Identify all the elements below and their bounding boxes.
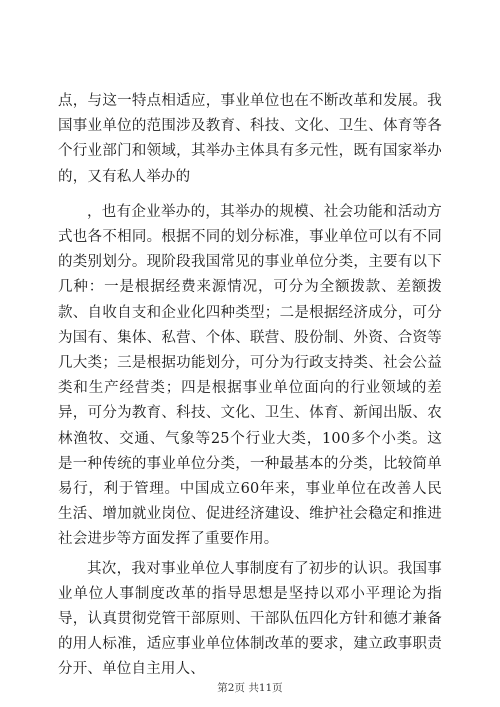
paragraph-3: 其次，我对事业单位人事制度有了初步的认识。我国事业单位人事制度改革的指导思想是坚持以邓小平理论为指导，认真贯彻党管干部原则、干部队伍四化方针和德才兼备的用人标准，适应事业单位体制改革的要求，建立政事职责分开、单位自主用人、	[58, 560, 442, 678]
page-footer: 第2页 共11页	[217, 682, 283, 694]
paragraph-2: ，也有企业举办的，其举办的规模、社会功能和活动方式也各不相同。根据不同的划分标准，事业单位可以有不同的类别划分。现阶段我国常见的事业单位分类，主要有以下几种：一是根据经费来源情况，可分为全额拨款、差额拨款、自收自支和企业化四种类型；二是根据经济成分，可分为国有、集体、私营、个体、联营、股份制、外资、合资等几大类；三是根据功能划分，可分为行政支持类、社会公益类和生产经营类；四是根据事业单位面向的行业领域的差异，可分为教育、科技、文化、卫生、体育、新闻出版、农林渔牧、交通、气象等25个行业大类，100多个小类。这是一种传统的事业单位分类，一种最基本的分类，比较简单易行，利于管理。中国成立60年来，事业单位在改善人民生活、增加就业岗位、促进经济建设、维护社会稳定和推进社会进步等方面发挥了重要作用。	[58, 203, 442, 548]
paragraph-gap	[58, 190, 442, 200]
document-body	[58, 89, 442, 683]
paragraph-1: 点，与这一特点相适应，事业单位也在不断改革和发展。我国事业单位的范围涉及教育、科技、文化、卫生、体育等各个行业部门和领域，其举办主体具有多元性，既有国家举办的，又有私人举办的	[58, 93, 442, 185]
